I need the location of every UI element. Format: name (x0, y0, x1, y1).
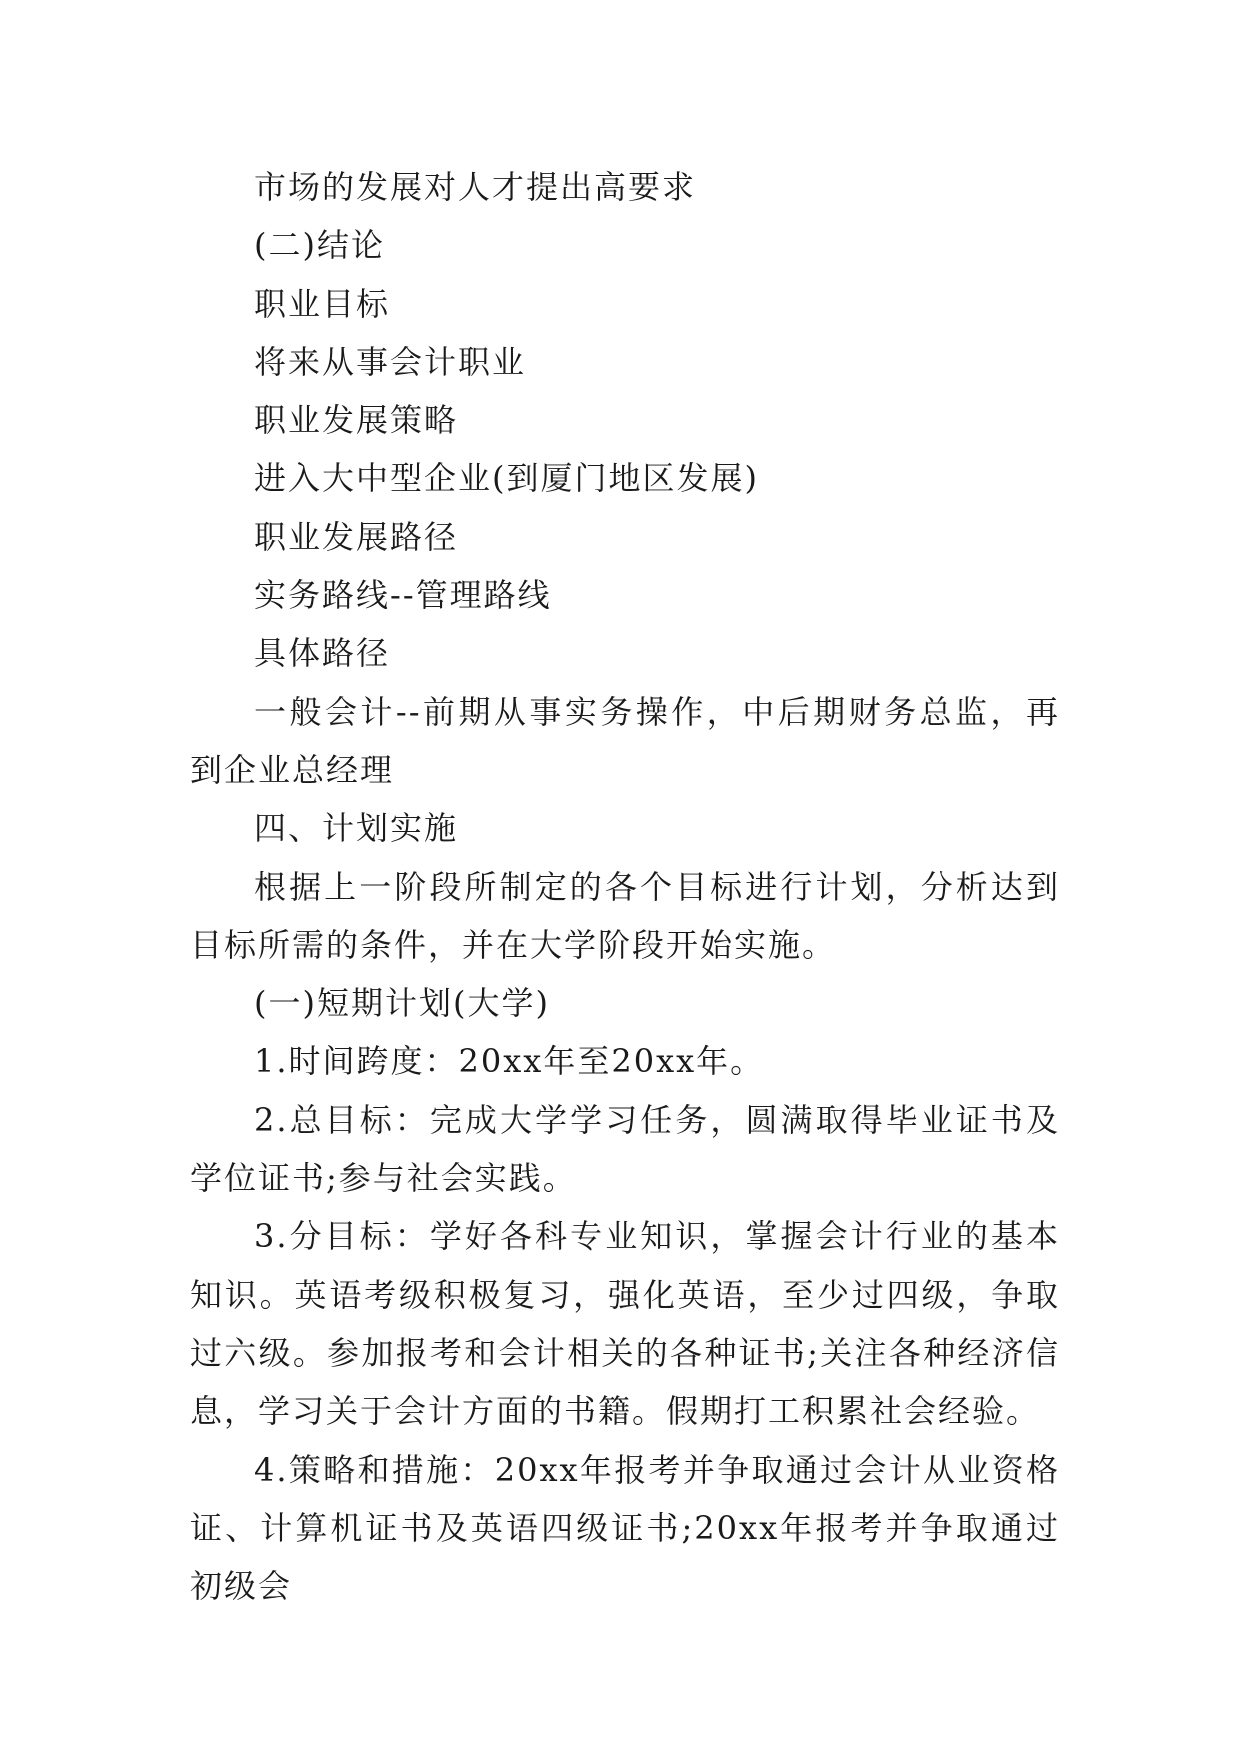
heading-short-term-plan: (一)短期计划(大学) (254, 984, 550, 1023)
list-item-sub-goals: 3.分目标：学好各科专业知识，掌握会计行业的基本知识。英语考级积极复习，强化英语，至少过四级，争取过六级。参加报考和会计相关的各种证书;关注各种经济信息，学习关于会计方面的书籍。假期打工积累社会经验。 (190, 1217, 1060, 1431)
list-item-overall-goal: 2.总目标：完成大学学习任务，圆满取得毕业证书及学位证书;参与社会实践。 (190, 1100, 1060, 1198)
label-development-strategy: 职业发展策略 (254, 401, 459, 440)
heading-plan-implementation: 四、计划实施 (254, 809, 459, 848)
paragraph-development-strategy: 进入大中型企业(到厦门地区发展) (254, 459, 759, 498)
paragraph-development-path: 实务路线--管理路线 (254, 576, 552, 615)
paragraph-career-goal: 将来从事会计职业 (254, 342, 527, 381)
list-item-time-span: 1.时间跨度：20xx年至20xx年。 (254, 1042, 765, 1081)
label-development-path: 职业发展路径 (254, 517, 459, 556)
heading-conclusion: (二)结论 (254, 226, 385, 265)
label-specific-path: 具体路径 (254, 634, 391, 673)
label-career-goal: 职业目标 (254, 284, 391, 323)
paragraph-specific-path: 一般会计--前期从事实务操作，中后期财务总监，再到企业总经理 (190, 692, 1060, 789)
paragraph-plan-intro: 根据上一阶段所制定的各个目标进行计划，分析达到目标所需的条件，并在大学阶段开始实施。 (190, 867, 1060, 964)
document-body (190, 158, 1060, 1615)
paragraph-market-demand: 市场的发展对人才提出高要求 (254, 168, 697, 206)
list-item-strategies: 4.策略和措施：20xx年报考并争取通过会计从业资格证、计算机证书及英语四级证书;20xx年报考并争取通过初级会 (190, 1450, 1060, 1606)
